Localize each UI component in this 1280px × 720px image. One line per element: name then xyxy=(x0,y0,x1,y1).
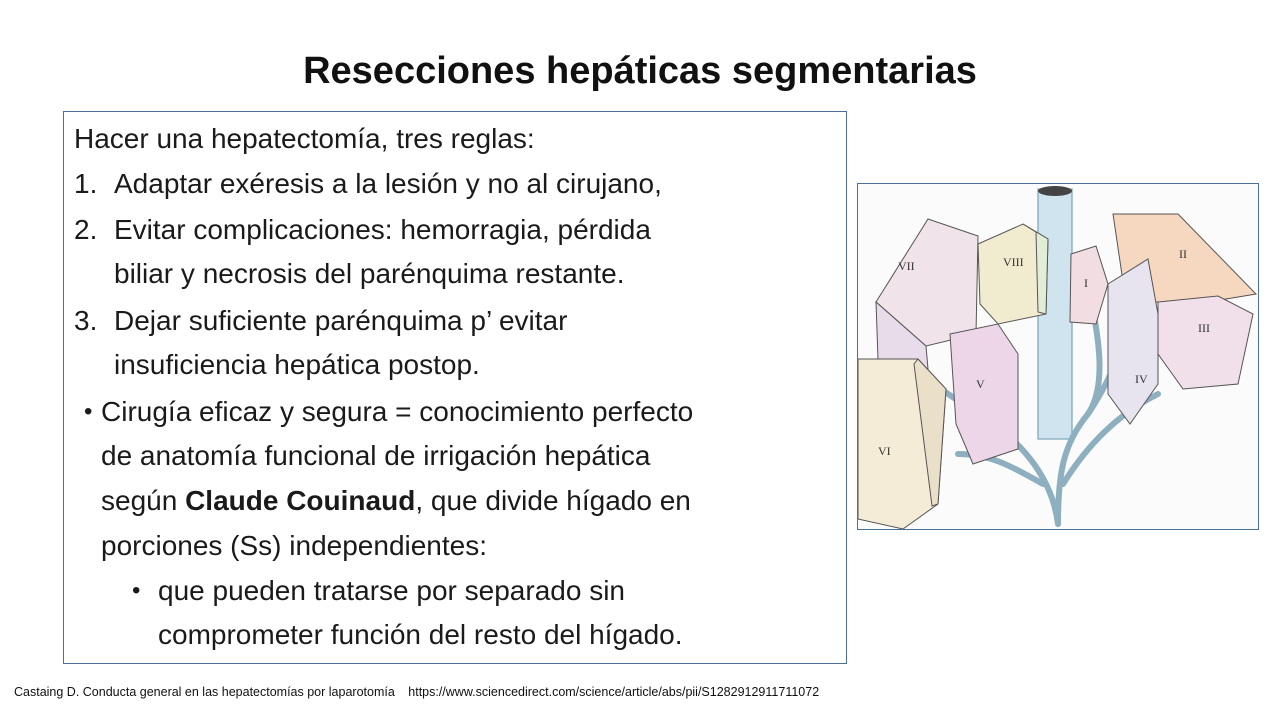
segment-label: VII xyxy=(898,259,915,273)
sub-bullet-text: que pueden tratarse por separado sin xyxy=(158,575,625,606)
liver-drawing xyxy=(858,184,1258,529)
bullet-text: de anatomía funcional de irrigación hepática xyxy=(101,440,651,471)
bullet-text: según Claude Couinaud, que divide hígado en xyxy=(101,485,691,516)
author-name: Claude Couinaud xyxy=(185,485,416,516)
liver-segments-illustration xyxy=(857,183,1259,530)
segment-label: IV xyxy=(1135,372,1148,386)
bullet-icon: • xyxy=(132,577,141,604)
source-citation xyxy=(14,685,819,699)
vena-cava-opening xyxy=(1038,186,1072,196)
segment-label: VI xyxy=(878,444,891,458)
bullet-text: Cirugía eficaz y segura = conocimiento perfecto xyxy=(101,396,694,427)
rule-number: 2. xyxy=(74,214,98,245)
sub-bullet-text: comprometer función del resto del hígado. xyxy=(158,619,683,650)
rule-text: Dejar suficiente parénquima p’ evitar xyxy=(114,305,568,336)
rule-text: Evitar complicaciones: hemorragia, pérdida xyxy=(114,214,651,245)
segment-label: VIII xyxy=(1003,255,1024,269)
segment-label: I xyxy=(1084,276,1088,290)
rule-text: Adaptar exéresis a la lesión y no al cirujano, xyxy=(114,168,662,199)
bullet-text: porciones (Ss) independientes: xyxy=(101,530,488,561)
rule-text: biliar y necrosis del parénquima restante. xyxy=(114,258,625,289)
segment-v-shape xyxy=(950,324,1018,464)
rule-number: 1. xyxy=(74,168,98,199)
citation-text: Castaing D. Conducta general en las hepatectomías por laparotomía xyxy=(14,685,395,699)
segment-label: V xyxy=(976,377,985,391)
segment-label: II xyxy=(1179,247,1187,261)
bullet-icon: • xyxy=(84,398,93,425)
content-text-box xyxy=(63,111,847,664)
citation-url[interactable]: https://www.sciencedirect.com/science/article/abs/pii/S1282912911711072 xyxy=(408,685,820,699)
segment-i-shape xyxy=(1070,246,1108,324)
rule-number: 3. xyxy=(74,305,98,336)
rule-text: insuficiencia hepática postop. xyxy=(114,349,480,380)
segment-label: III xyxy=(1198,321,1210,335)
segment-iii-shape xyxy=(1158,296,1253,389)
intro-text: Hacer una hepatectomía, tres reglas: xyxy=(74,123,535,154)
slide-title: Resecciones hepáticas segmentarias xyxy=(303,50,977,92)
